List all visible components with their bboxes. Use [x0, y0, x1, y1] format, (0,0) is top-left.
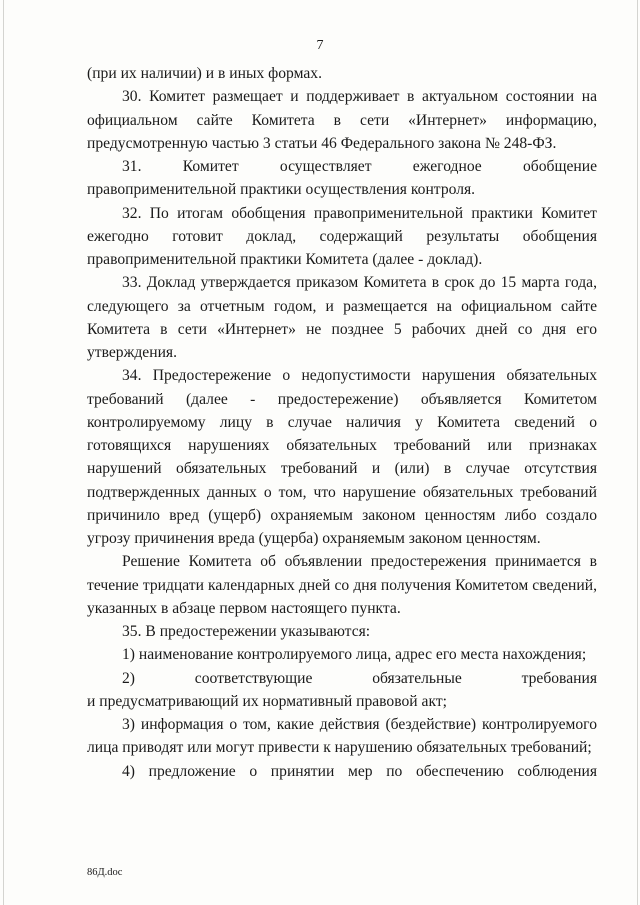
paragraph-item-31: 31. Комитет осуществляет ежегодное обобщение правоприменительной практики осуществления контроля. — [87, 158, 597, 199]
page-number: 7 — [316, 38, 324, 53]
document-body — [87, 62, 597, 783]
paragraph-item-32: 32. По итогам обобщения правоприменительной практики Комитет ежегодно готовит доклад, содержащий результаты обобщения правоприменительной практики Комитета (далее - доклад). — [87, 204, 597, 268]
list-item-4: 4) предложение о принятии мер по обеспечению соблюдения — [122, 762, 597, 780]
list-item-1: 1) наименование контролируемого лица, адрес его места нахождения; — [122, 646, 587, 664]
footer-filename: 86Д.doc — [87, 867, 123, 878]
paragraph-item-34: 34. Предостережение о недопустимости нарушения обязательных требований (далее - предостережение) объявляется Комитетом контролируемому лицу в случае наличия у Комитета сведений о готовящихся нарушениях обязательных требований или признаках нарушений обязательных требований и (или) в случае отсутствия подтвержденных данных о том, что нарушение обязательных требований причинило вред (ущерб) охраняемым законом ценностям либо создало угрозу причинения вреда (ущерба) охраняемым законом ценностям. — [87, 367, 597, 547]
paragraph-item-34-decision: Решение Комитета об объявлении предостережения принимается в течение тридцати календарных дней со дня получения Комитетом сведений, указанных в абзаце первом настоящего пункта. — [87, 553, 597, 617]
paragraph-item-35: 35. В предостережении указываются: — [122, 623, 371, 640]
list-item-2: 2) соответствующие обязательные требования — [122, 669, 597, 687]
paragraph-item-30: 30. Комитет размещает и поддерживает в актуальном состоянии на официальном сайте Комитета в сети «Интернет» информацию, предусмотренную частью 3 статьи 46 Федерального закона № 248-ФЗ. — [87, 88, 597, 152]
paragraph-continuation: (при их наличии) и в иных формах. — [87, 65, 322, 82]
list-item-3: 3) информация о том, какие действия (бездействие) контролируемого лица приводят или могут привести к нарушению обязательных требований; — [87, 716, 597, 757]
page-edge-left — [3, 0, 4, 905]
page-edge-right — [637, 0, 638, 905]
list-item-2-continuation: и предусматривающий их нормативный правовой акт; — [87, 692, 447, 710]
paragraph-item-33: 33. Доклад утверждается приказом Комитета в срок до 15 марта года, следующего за отчетным годом, и размещается на официальном сайте Комитета в сети «Интернет» не позднее 5 рабочих дней со дня его утверждения. — [87, 274, 597, 361]
